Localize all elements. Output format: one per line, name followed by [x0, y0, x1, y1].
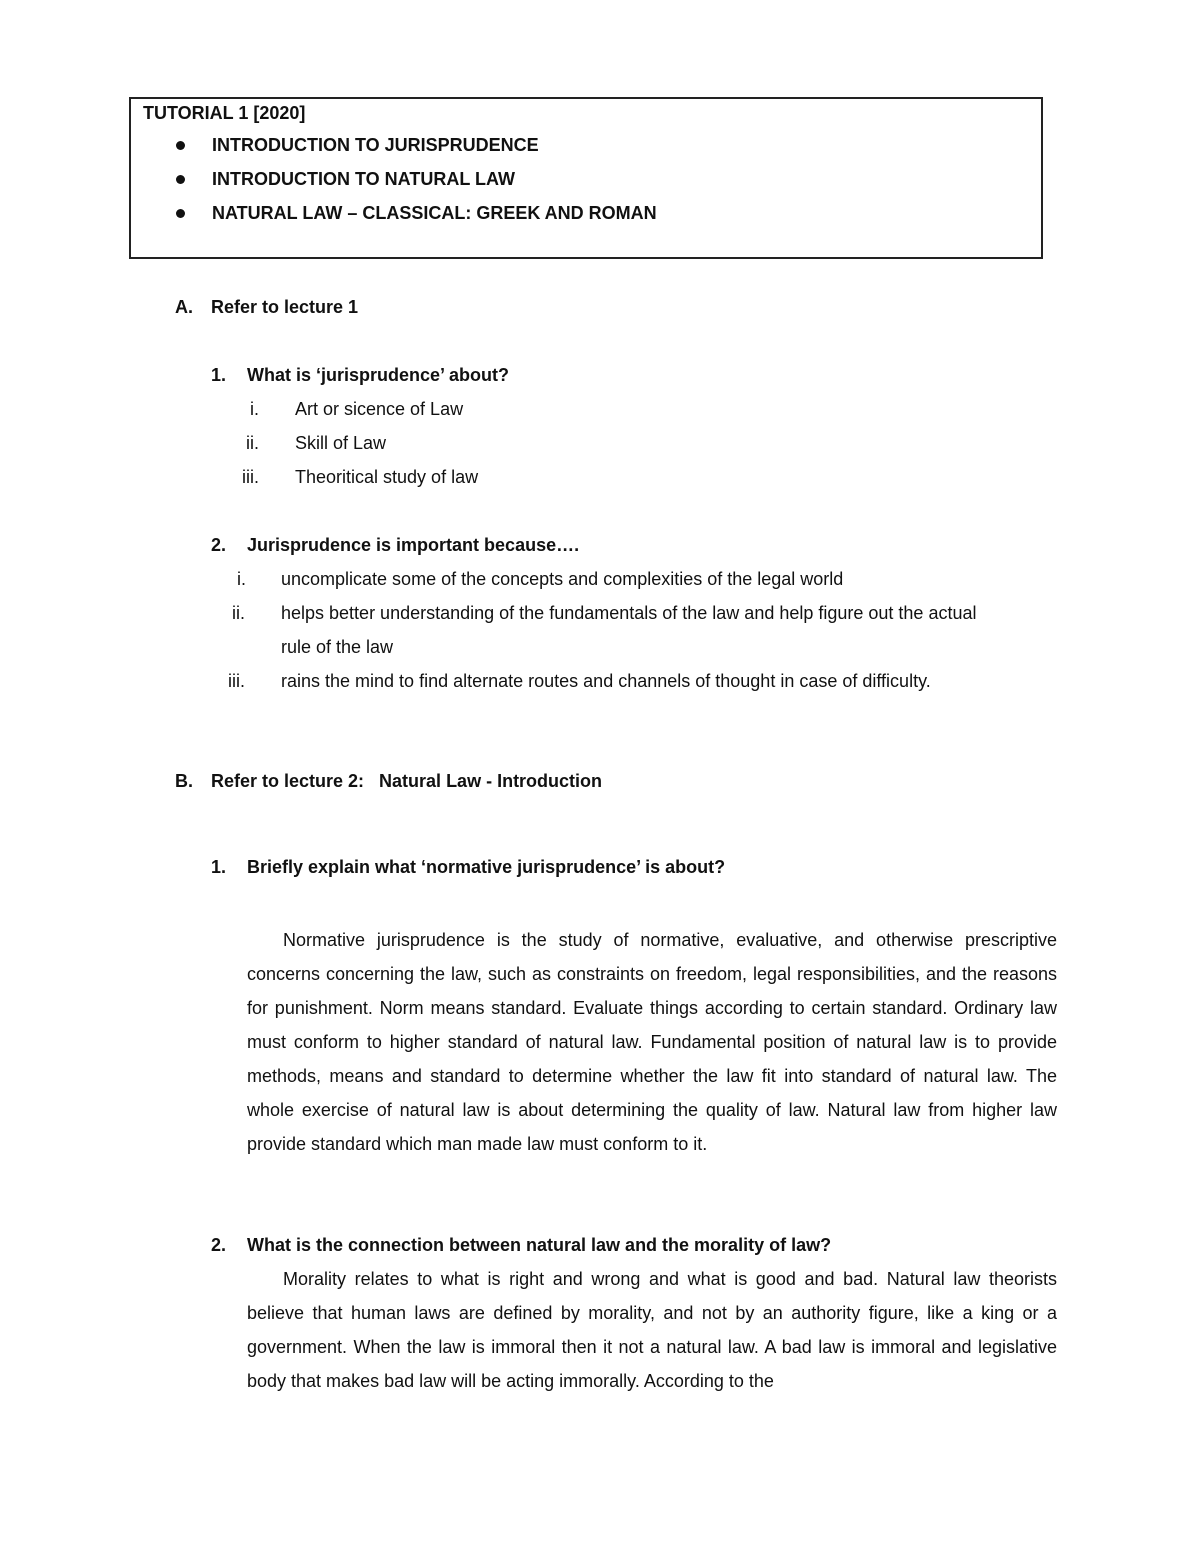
- list-numeral: ii.: [246, 433, 259, 453]
- list-item: uncomplicate some of the concepts and complexities of the legal world: [281, 569, 844, 589]
- answer-paragraph: Normative jurisprudence is the study of normative, evaluative, and otherwise prescriptive concerns concerning the law, such as constraints on freedom, legal responsibilities, and the reasons for punishment. Norm means standard. Evaluate things according to certain standard. Ordinary law must conform to higher standard of natural law. Fundamental position of natural law is to provide methods, means and standard to determine whether the law fit into standard of natural law. The whole exercise of natural law is about determining the quality of law. Natural law from higher law provide standard which man made law must conform to it.: [247, 930, 1057, 1154]
- bullet-icon: [176, 141, 185, 150]
- question-text: Briefly explain what ‘normative jurisprudence’ is about?: [247, 857, 726, 877]
- section-b-heading: Refer to lecture 2: Natural Law - Introduction: [211, 771, 603, 791]
- list-item: Skill of Law: [295, 433, 387, 453]
- section-a-heading: Refer to lecture 1: [211, 297, 359, 317]
- list-numeral: ii.: [232, 603, 245, 623]
- section-a-marker: A.: [175, 297, 193, 317]
- question-text: What is ‘jurisprudence’ about?: [247, 365, 510, 385]
- list-numeral: iii.: [242, 467, 259, 487]
- question-text: What is the connection between natural law and the morality of law?: [247, 1235, 832, 1255]
- bullet-icon: [176, 209, 185, 218]
- list-numeral: i.: [237, 569, 246, 589]
- tutorial-title: TUTORIAL 1 [2020]: [143, 103, 306, 123]
- question-number: 2.: [211, 1235, 227, 1255]
- list-item: Art or sicence of Law: [295, 399, 464, 419]
- list-item-continuation: rule of the law: [281, 637, 394, 657]
- question-number: 1.: [211, 365, 227, 385]
- answer-paragraph: Morality relates to what is right and wrong and what is good and bad. Natural law theorists believe that human laws are defined by morality, and not by an authority figure, like a king or a government. When the law is immoral then it not a natural law. A bad law is immoral and legislative body that makes bad law will be acting immorally. According to the: [247, 1269, 1057, 1391]
- list-item: helps better understanding of the fundamentals of the law and help figure out the actual: [281, 603, 977, 623]
- question-text: Jurisprudence is important because….: [247, 535, 580, 555]
- list-item: rains the mind to find alternate routes and channels of thought in case of difficulty.: [281, 671, 931, 691]
- list-numeral: iii.: [228, 671, 245, 691]
- section-b-marker: B.: [175, 771, 193, 791]
- tutorial-header-box: TUTORIAL 1 [2020] INTRODUCTION TO JURISPRUDENCE INTRODUCTION TO NATURAL LAW NATURAL LAW – CLASSICAL: GREEK AND ROMAN: [129, 97, 1043, 259]
- list-numeral: i.: [250, 399, 259, 419]
- question-number: 2.: [211, 535, 227, 555]
- list-item: Theoritical study of law: [295, 467, 479, 487]
- question-number: 1.: [211, 857, 227, 877]
- bullet-icon: [176, 175, 185, 184]
